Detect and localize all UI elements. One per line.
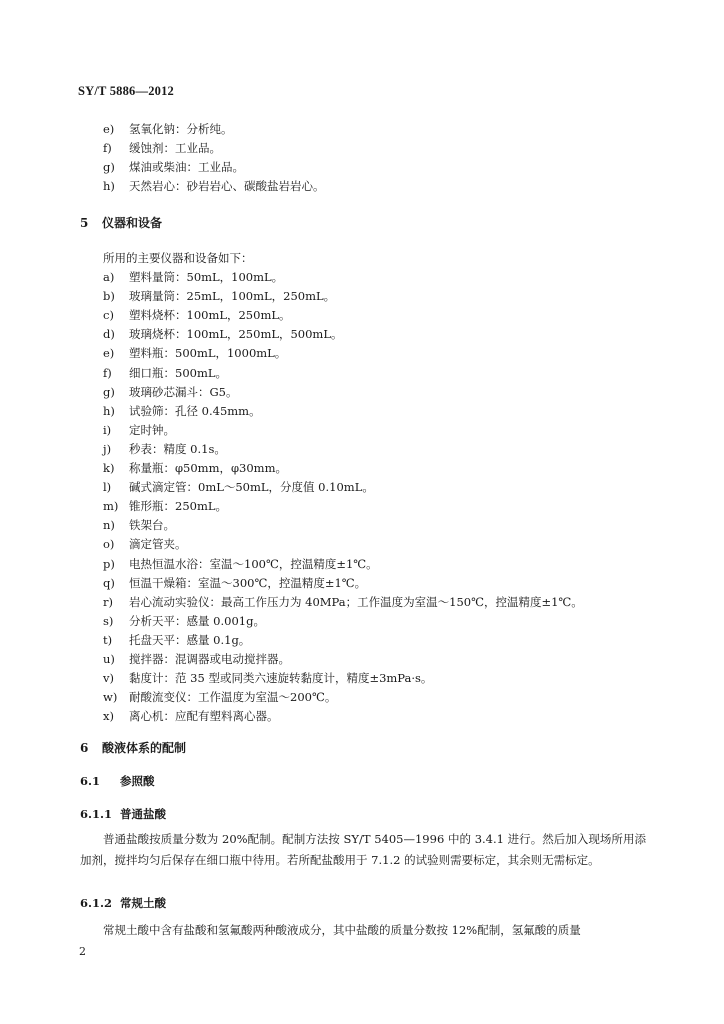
list-item: h) 天然岩心：砂岩岩心、碳酸盐岩岩心。 [103,179,325,193]
list-item: s) 分析天平：感量 0.001g。 [103,613,265,628]
standard-number-header: SY/T 5886—2012 [78,84,174,98]
paragraph: 普通盐酸按质量分数为 20%配制。配制方法按 SY/T 5405—1996 中的 3.4.1 进行。然后加入现场所用添加剂，搅拌均匀后保存在细口瓶中待用。若所配盐酸用于 7.1.2 的试验则需要标定，其余则无需标定。 [80,832,646,867]
list-item: o) 滴定管夹。 [103,537,187,552]
list-item: i) 定时钟。 [103,422,175,437]
list-item: l) 碱式滴定管：0mL～50mL，分度值 0.10mL。 [103,480,374,495]
list-item: g) 玻璃砂芯漏斗：G5。 [103,384,238,399]
subsection-heading: 6.1.1 普通盐酸 [80,807,166,821]
list-item: p) 电热恒温水浴：室温～100℃，控温精度±1℃。 [103,556,378,571]
subsection-heading: 6.1.2 常规土酸 [80,896,166,910]
list-item: m) 锥形瓶：250mL。 [103,499,227,514]
list-item: x) 离心机：应配有塑料离心器。 [103,709,279,724]
list-item: u) 搅拌器：混调器或电动搅拌器。 [103,652,290,666]
section-heading: 6 酸液体系的配制 [80,741,187,755]
list-item: t) 托盘天平：感量 0.1g。 [103,632,251,647]
list-item: e) 塑料瓶：500mL，1000mL。 [103,346,287,361]
list-item: f) 缓蚀剂：工业品。 [103,141,221,155]
list-item: c) 塑料烧杯：100mL，250mL。 [103,308,291,323]
list-item: b) 玻璃量筒：25mL，100mL，250mL。 [103,289,336,304]
list-item: j) 秒表：精度 0.1s。 [103,441,226,456]
list-item: w) 耐酸流变仪：工作温度为室温～200℃。 [103,690,337,705]
list-item: n) 铁架台。 [103,518,175,533]
paragraph: 常规土酸中含有盐酸和氢氟酸两种酸液成分，其中盐酸的质量分数按 12%配制，氢氟酸的质量 [103,923,581,937]
section-heading: 5 仪器和设备 [80,216,163,230]
list-item: r) 岩心流动实验仪：最高工作压力为 40MPa；工作温度为室温～150℃，控温精度±1℃。 [103,594,583,609]
page-number: 2 [79,945,86,958]
list-item: e) 氢氧化钠：分析纯。 [103,122,233,136]
list-item: d) 玻璃烧杯：100mL，250mL，500mL。 [103,327,343,342]
subsection-heading: 6.1 参照酸 [80,774,155,788]
list-item: h) 试验筛：孔径 0.45mm。 [103,403,261,418]
section-intro: 所用的主要仪器和设备如下： [103,251,253,265]
list-item: v) 黏度计：范 35 型或同类六速旋转黏度计，精度±3mPa·s。 [103,671,433,686]
list-item: a) 塑料量筒：50mL，100mL。 [103,270,284,284]
list-item: g) 煤油或柴油：工业品。 [103,160,244,174]
list-item: k) 称量瓶：φ50mm，φ30mm。 [103,461,287,475]
list-item: f) 细口瓶：500mL。 [103,365,227,380]
list-item: q) 恒温干燥箱：室温～300℃，控温精度±1℃。 [103,575,367,590]
